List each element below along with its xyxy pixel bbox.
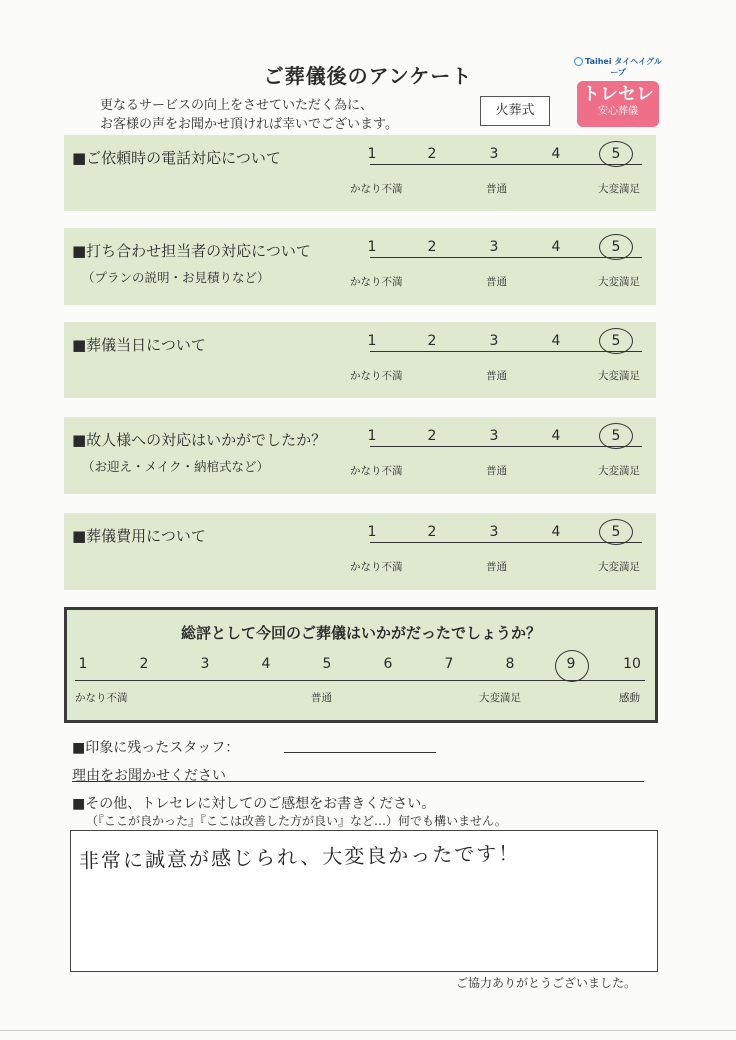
other-sub: （『ここが良かった』『ここは改善した方が良い』など…）何でも構いません。	[86, 814, 507, 828]
scale-label-mid: 普通	[486, 561, 507, 573]
scale-option[interactable]: 1	[367, 333, 377, 349]
logo	[572, 56, 664, 127]
scale-line	[370, 257, 642, 258]
overall-label-l1: かなり不満	[75, 692, 128, 704]
question-label: ■ご依頼時の電話対応について	[72, 149, 281, 167]
scale-label-high: 大変満足	[598, 183, 640, 195]
overall-option[interactable]: 9	[566, 656, 576, 672]
scale-label-low: かなり不満	[350, 276, 403, 288]
page-title: ご葬儀後のアンケート	[263, 64, 473, 88]
scale-label-low: かなり不満	[350, 561, 403, 573]
scale-line	[370, 542, 642, 543]
overall-selected-circle	[555, 650, 589, 682]
staff-label: ■印象に残ったスタッフ：	[72, 740, 240, 756]
footer-divider	[0, 1030, 736, 1031]
overall-scale-line	[75, 680, 645, 681]
scale-label-high: 大変満足	[598, 561, 640, 573]
scale-option[interactable]: 2	[427, 146, 437, 162]
scale-label-mid: 普通	[486, 465, 507, 477]
scale-option[interactable]: 1	[367, 524, 377, 540]
scale-option[interactable]: 3	[489, 333, 499, 349]
intro-text	[100, 96, 398, 134]
question-sub: （お迎え・メイク・納棺式など）	[82, 459, 270, 474]
scale-option[interactable]: 2	[427, 524, 437, 540]
scale-option[interactable]: 3	[489, 146, 499, 162]
scale-label-mid: 普通	[486, 183, 507, 195]
scale-option[interactable]: 4	[551, 239, 561, 255]
scale-label-high: 大変満足	[598, 276, 640, 288]
brand-logo	[577, 81, 659, 127]
staff-input-line[interactable]	[284, 752, 436, 753]
question-panel	[64, 513, 656, 590]
scale-option[interactable]: 2	[427, 333, 437, 349]
scale-label-low: かなり不満	[350, 465, 403, 477]
scale-label-mid: 普通	[486, 370, 507, 382]
scale-option[interactable]: 3	[489, 428, 499, 444]
overall-rating-panel	[64, 607, 658, 723]
group-name: Taihei タイヘイグループ	[585, 57, 662, 77]
scale-option[interactable]: 4	[551, 428, 561, 444]
overall-option[interactable]: 5	[322, 656, 332, 672]
overall-option[interactable]: 10	[623, 656, 641, 672]
scale-option[interactable]: 2	[427, 428, 437, 444]
scale-line	[370, 164, 642, 165]
question-label: ■打ち合わせ担当者の対応について	[72, 242, 311, 260]
selected-circle	[599, 141, 633, 167]
overall-option[interactable]: 1	[78, 656, 88, 672]
question-panel	[64, 417, 656, 494]
group-logo	[572, 56, 664, 78]
scale-option[interactable]: 5	[611, 524, 621, 540]
selected-circle	[599, 234, 633, 260]
scale-label-high: 大変満足	[598, 370, 640, 382]
overall-option[interactable]: 4	[261, 656, 271, 672]
comment-box[interactable]	[70, 830, 658, 972]
overall-option[interactable]: 6	[383, 656, 393, 672]
reason-input-line[interactable]	[72, 781, 644, 782]
scale-option[interactable]: 2	[427, 239, 437, 255]
scale-option[interactable]: 3	[489, 239, 499, 255]
brand-name: トレセレ	[582, 84, 654, 105]
other-label: ■その他、トレセレに対してのご感想をお書きください。	[72, 796, 436, 812]
taihei-circle-icon	[574, 57, 583, 66]
overall-title: 総評として今回のご葬儀はいかがだったでしょうか？	[180, 624, 541, 642]
scale-option[interactable]: 4	[551, 524, 561, 540]
scale-option[interactable]: 1	[367, 146, 377, 162]
selected-circle	[599, 423, 633, 449]
scale-option[interactable]: 5	[611, 146, 621, 162]
question-panel	[64, 135, 656, 211]
scale-option[interactable]: 5	[611, 333, 621, 349]
question-sub: （プランの説明・お見積りなど）	[82, 270, 270, 285]
scale-label-low: かなり不満	[350, 183, 403, 195]
intro-line-2: お客様の声をお聞かせ頂ければ幸いでございます。	[100, 117, 398, 132]
question-label: ■葬儀費用について	[72, 527, 206, 545]
selected-circle	[599, 328, 633, 354]
ceremony-type-box: 火葬式	[480, 96, 550, 126]
scale-label-low: かなり不満	[350, 370, 403, 382]
scale-line	[370, 446, 642, 447]
overall-label-l5: 普通	[311, 692, 332, 704]
scale-option[interactable]: 5	[611, 428, 621, 444]
overall-option[interactable]: 3	[200, 656, 210, 672]
question-panel	[64, 228, 656, 305]
thanks-text: ご協力ありがとうございました。	[456, 976, 637, 990]
scale-label-high: 大変満足	[598, 465, 640, 477]
overall-label-l8: 大変満足	[479, 692, 521, 704]
selected-circle	[599, 519, 633, 545]
brand-sub: 安心葬儀	[598, 106, 638, 117]
reason-label: 理由をお聞かせください	[72, 768, 226, 784]
question-label: ■葬儀当日について	[72, 336, 206, 354]
scale-option[interactable]: 1	[367, 428, 377, 444]
scale-option[interactable]: 3	[489, 524, 499, 540]
scale-option[interactable]: 1	[367, 239, 377, 255]
handwritten-comment: 非常に誠意が感じられ、大変良かったです！	[78, 841, 521, 873]
scale-line	[370, 351, 642, 352]
overall-option[interactable]: 8	[505, 656, 515, 672]
overall-label-l10: 感動	[619, 692, 640, 704]
question-label: ■故人様への対応はいかがでしたか？	[72, 431, 327, 449]
scale-option[interactable]: 4	[551, 146, 561, 162]
overall-option[interactable]: 2	[139, 656, 149, 672]
question-panel	[64, 322, 656, 398]
scale-option[interactable]: 4	[551, 333, 561, 349]
intro-line-1: 更なるサービスの向上をさせていただく為に、	[100, 98, 374, 113]
overall-option[interactable]: 7	[444, 656, 454, 672]
scale-option[interactable]: 5	[611, 239, 621, 255]
scale-label-mid: 普通	[486, 276, 507, 288]
